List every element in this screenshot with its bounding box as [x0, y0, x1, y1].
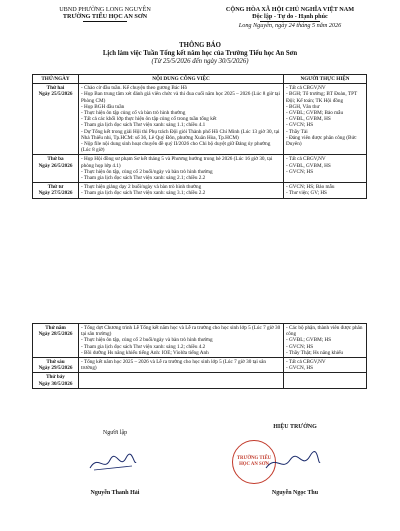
person-item: - Các bộ phận, thành viên được phân công [286, 325, 363, 338]
person-item: - BGH; Tổ trưởng; BT Đoàn, TPT Đội; Kế toán; TK Hội đồng [286, 91, 358, 104]
preparer-signature-icon [88, 452, 138, 474]
day-cell [33, 84, 79, 155]
person-item: - Thầy Thật; Hs năng khiếu [286, 349, 344, 356]
table-row [33, 373, 367, 388]
weekday-label: Thứ sáu [46, 359, 65, 366]
day-cell [33, 324, 79, 358]
content-item: - Tham gia lịch đọc sách Thư viện xanh: sáng 2.1; chiều 2.2 [81, 175, 206, 182]
person-item: - Thư viện; GV; HS [286, 190, 327, 197]
weekday-label: Thứ năm [45, 325, 66, 331]
principal-label: HIỆU TRƯỞNG [273, 424, 317, 430]
content-item: - Chào cờ đầu tuần. Kể chuyện theo gương Bác Hồ [81, 85, 188, 92]
person-item: - Tất cả CBGV,NV [286, 85, 326, 92]
document-date: Long Nguyên, ngày 24 tháng 5 năm 2026 [238, 22, 342, 30]
person-cell [284, 324, 367, 358]
person-item: - GVĐL, GVBM, HS [286, 116, 331, 123]
day-cell [33, 358, 79, 373]
content-cell [79, 183, 284, 198]
title-line-1: THÔNG BÁO [179, 42, 221, 49]
person-item: - BGH, Văn thư [286, 103, 320, 110]
content-cell [79, 358, 284, 373]
content-cell [79, 373, 284, 388]
person-item: - GVCN; HS [286, 122, 314, 129]
person-item: - Tất cả CBGV,NV [286, 359, 326, 366]
content-item: - Tất cả các khối lớp thực hiện ôn tập củng cố trong tuần tổng kết [81, 116, 217, 123]
date-label: Ngày 29/5/2026 [38, 365, 73, 372]
content-item: - Dự Tổng kết trong giải Hội thi Phụ trách Đội giỏi Thành phố Hồ Chí Minh (Lúc 13 giờ 30, tại Nhà Thiếu nhi, Tp.HCM: số 36, Lê Quý Đôn, phường Xuân Hòa, Tp.HCM) [81, 128, 280, 141]
person-item: - Thầy Tài [286, 128, 308, 135]
day-cell [33, 183, 79, 198]
content-item: - Họp Hội đồng sư phạm Sơ kết tháng 5 và Phương hướng trong hè 2026 (Lúc 16 giờ 30, tại phòng họp lớp 4.1) [81, 156, 273, 169]
col-header-day: THỨ/NGÀY [33, 75, 79, 84]
issuer-block [40, 6, 170, 22]
person-cell [284, 373, 367, 388]
content-item: - Thực hiện ôn tập củng cố và bàn trò hình thường [81, 110, 186, 117]
weekday-label: Thứ tư [47, 184, 64, 191]
table-row [33, 183, 367, 198]
principal-name: Nguyễn Ngọc Thu [271, 490, 319, 496]
issuer-line-2: TRƯỜNG TIỂU HỌC AN SƠN [62, 13, 148, 21]
weekday-label: Thứ bảy [46, 374, 65, 381]
person-item: - GVCN, HS [286, 365, 313, 372]
title-line-3: (Từ 25/5/2026 đến ngày 30/5/2026) [151, 57, 249, 65]
date-label: Ngày 26/5/2026 [38, 162, 73, 169]
person-item: - GVCN; HS [286, 168, 314, 175]
date-label: Ngày 27/5/2026 [38, 190, 73, 197]
schedule-table-2 [32, 323, 367, 389]
content-cell [79, 155, 284, 183]
person-cell [284, 84, 367, 155]
content-item: - Nộp file nội dung sinh hoạt chuyên đề quý II/2026 cho Chi bộ duyệt giữ Đảng ủy phường (Lúc 8 giờ) [81, 141, 271, 154]
content-item: - Tham gia lịch đọc sách Thư viện xanh: sáng 3.1; chiều 2.2 [81, 190, 206, 197]
day-cell [33, 155, 79, 183]
title-line-2: Lịch làm việc Tuần Tổng kết năm học của Trường Tiểu học An Sơn [102, 49, 298, 57]
person-item: - GVĐL; GVBM; HS [286, 337, 332, 344]
weekday-label: Thứ hai [46, 85, 65, 92]
content-cell [79, 84, 284, 155]
person-cell [284, 155, 367, 183]
content-item: - Tổng dợt Chương trình Lễ Tổng kết năm học và Lễ ra trường cho học sinh lớp 5 (Lúc 7 giờ 30 tại sân trường) [81, 325, 281, 338]
principal-signature-block [240, 424, 350, 430]
content-cell [79, 324, 284, 358]
table-row [33, 155, 367, 183]
person-cell [284, 358, 367, 373]
person-item: - GVCN; HS; Bảo mẫu [286, 184, 335, 191]
nation-line-2: Độc lập - Tự do - Hạnh phúc [252, 13, 328, 21]
content-item: - Tham gia lịch đọc sách Thư viện xanh: sáng 1.1; chiều 4.1 [81, 122, 206, 129]
person-item: - Tất cả CBGV,NV [286, 156, 326, 163]
person-cell [284, 183, 367, 198]
content-item: - Thực hiện ôn tập, củng cố 2 buổi/ngày và bàn trò hình thường [81, 337, 213, 344]
schedule-table-1 [32, 74, 367, 199]
date-label: Ngày 25/5/2026 [38, 91, 73, 98]
preparer-signature-block [60, 430, 170, 436]
preparer-label: Người lập [102, 430, 128, 436]
table-row [33, 324, 367, 358]
person-item: - Đảng viên được phân công (Bức Duyên) [286, 134, 357, 148]
day-cell [33, 373, 79, 388]
person-item: - GVĐL; GVBM; Bảo mẫu [286, 110, 344, 117]
seal-text: TRƯỜNG TIỂU HỌC AN SƠN [236, 456, 272, 467]
content-item: - Tham gia lịch đọc sách Thư viện xanh: sáng 1.2; chiều 4.2 [81, 343, 206, 350]
col-header-person: NGƯỜI THỰC HIỆN [284, 75, 367, 84]
table-row [33, 84, 367, 155]
date-label: Ngày 28/5/2026 [38, 331, 73, 338]
nation-line-1: CỘNG HÒA XÃ HỘI CHỦ NGHĨA VIỆT NAM [225, 6, 355, 13]
content-item: - Tổng kết năm học 2025 – 2026 và Lễ ra trường cho học sinh lớp 5 (Lúc 7 giờ 30 tại sân trường) [81, 359, 266, 372]
person-item: - GVĐL, GVBM, HS [286, 162, 331, 169]
issuer-line-1: UBND PHƯỜNG LONG NGUYÊN [59, 6, 151, 13]
issuer-divider [83, 21, 127, 22]
content-item: - Họp Ban trung tâm xét đánh giá viên chức và thi đua cuối năm học 2025 – 2026 (Lúc 8 giờ tại Phòng CM) [81, 91, 280, 104]
content-item: - Thực hiện ôn tập, củng cố 2 buổi/ngày và bàn trò hình thường [81, 168, 213, 175]
table-header-row [33, 75, 367, 84]
weekday-label: Thứ ba [47, 156, 64, 163]
principal-signature-icon [262, 450, 322, 476]
content-item: - Bồi dưỡng Hs năng khiếu tiếng Anh: IOE; Violửa tiếng Anh [81, 349, 209, 356]
content-item: - Thực hiện giảng dạy 2 buổi/ngày và bàn trò hình thường [81, 184, 202, 191]
preparer-name: Nguyễn Thanh Hải [90, 490, 140, 496]
person-item: - GVCN; HS [286, 343, 314, 350]
document-title [0, 42, 400, 65]
table-row [33, 358, 367, 373]
nation-block [210, 6, 370, 30]
col-header-content: NỘI DUNG CÔNG VIỆC [79, 75, 284, 84]
date-label: Ngày 30/5/2026 [38, 380, 73, 387]
content-item: - Họp BGH đầu tuần [81, 103, 125, 110]
